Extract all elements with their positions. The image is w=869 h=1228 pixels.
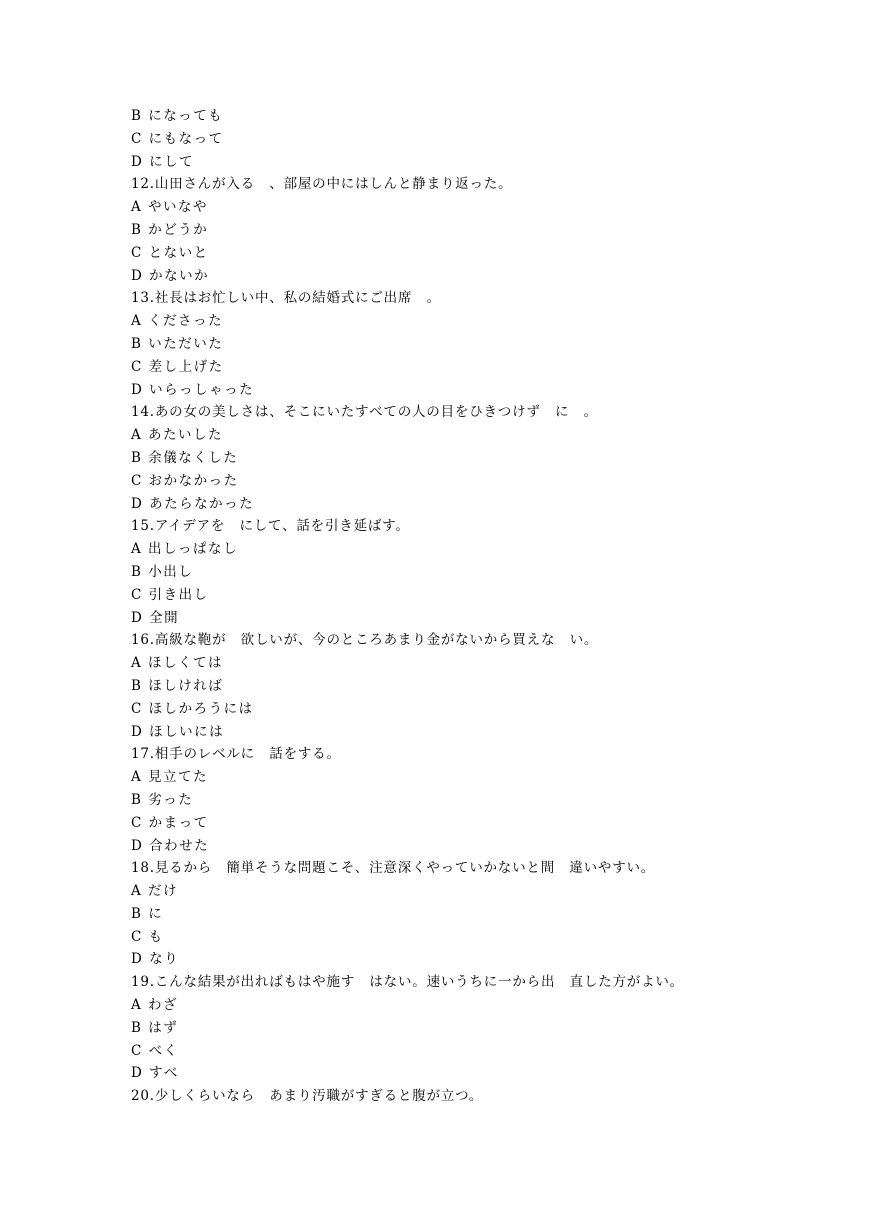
option-line: C にもなって xyxy=(131,130,224,147)
question-13: 13.社長はお忙しい中、私の結婚式にご出席 。 xyxy=(131,290,441,307)
option-line: C も xyxy=(131,928,164,945)
option-line: B 劣った xyxy=(131,791,194,808)
option-line: D 合わせた xyxy=(131,837,210,854)
question-19: 19.こんな結果が出ればもはや施す はない。速いうちに一から出 直した方がよい。 xyxy=(131,974,684,991)
option-line: B かどうか xyxy=(131,221,209,238)
question-18: 18.見るから 簡単そうな問題こそ、注意深くやっていかないと間 違いやすい。 xyxy=(131,860,656,877)
option-line: D ほしいには xyxy=(131,723,225,740)
option-line: B に xyxy=(131,905,164,922)
question-16: 16.高級な鞄が 欲しいが、今のところあまり金がないから買えな い。 xyxy=(131,632,599,649)
option-line: A あたいした xyxy=(131,427,224,444)
option-line: B ほしければ xyxy=(131,677,224,694)
option-line: D すべ xyxy=(131,1065,179,1082)
option-line: C べく xyxy=(131,1042,179,1059)
option-line: A だけ xyxy=(131,883,179,900)
option-line: A くださった xyxy=(131,313,224,330)
option-line: D かないか xyxy=(131,267,210,284)
question-17: 17.相手のレベルに 話をする。 xyxy=(131,746,341,763)
question-20: 20.少しくらいなら あまり汚職がすぎると腹が立つ。 xyxy=(131,1088,484,1105)
option-line: B になっても xyxy=(131,108,224,124)
question-14: 14.あの女の美しさは、そこにいたすべての人の目をひきつけず に 。 xyxy=(131,404,598,421)
option-line: D あたらなかった xyxy=(131,495,255,512)
option-line: D なり xyxy=(131,951,180,968)
option-line: A 見立てた xyxy=(131,769,209,786)
option-line: C 差し上げた xyxy=(131,358,224,375)
document-page xyxy=(131,105,831,1108)
option-line: A やいなや xyxy=(131,199,209,216)
option-line: B 余儀なくした xyxy=(131,449,239,466)
option-line: A わざ xyxy=(131,997,179,1014)
option-line: C おかなかった xyxy=(131,472,239,489)
option-line: C かまって xyxy=(131,814,209,831)
option-line: D 全開 xyxy=(131,609,180,626)
option-line: C とないと xyxy=(131,244,209,261)
option-line: D いらっしゃった xyxy=(131,381,255,398)
option-line: B いただいた xyxy=(131,335,224,352)
question-15: 15.アイデアを にして、話を引き延ばす。 xyxy=(131,518,410,535)
option-line: B 小出し xyxy=(131,563,194,580)
option-line: A ほしくては xyxy=(131,655,224,672)
option-line: C 引き出し xyxy=(131,586,209,603)
option-line: B はず xyxy=(131,1019,179,1036)
option-line: C ほしかろうには xyxy=(131,700,254,717)
option-line: A 出しっぱなし xyxy=(131,541,239,558)
question-12: 12.山田さんが入る 、部屋の中にはしんと静まり返った。 xyxy=(131,176,513,193)
option-line: D にして xyxy=(131,153,195,170)
